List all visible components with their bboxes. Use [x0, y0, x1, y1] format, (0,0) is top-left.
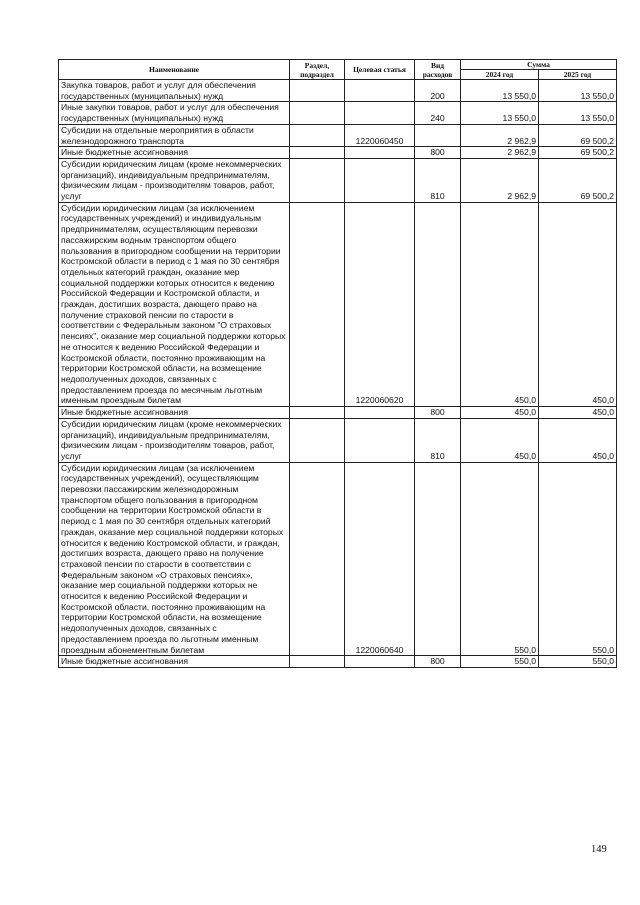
table-row	[59, 124, 617, 146]
cell-type: 810	[415, 418, 461, 462]
cell-2025: 13 550,0	[539, 102, 617, 124]
table-row	[59, 80, 617, 102]
cell-type	[415, 202, 461, 406]
cell-type: 200	[415, 80, 461, 102]
cell-2025: 69 500,2	[539, 158, 617, 202]
cell-target	[345, 102, 415, 124]
cell-type	[415, 462, 461, 656]
table-row	[59, 407, 617, 419]
cell-target	[345, 147, 415, 159]
cell-2024: 2 962,9	[461, 124, 539, 146]
cell-2025: 450,0	[539, 407, 617, 419]
header-section: Раздел, подраздел	[290, 60, 345, 80]
cell-2025: 69 500,2	[539, 147, 617, 159]
cell-section	[290, 656, 345, 668]
cell-type: 800	[415, 656, 461, 668]
cell-type: 800	[415, 407, 461, 419]
cell-2024: 550,0	[461, 462, 539, 656]
cell-section	[290, 102, 345, 124]
table-body	[59, 80, 617, 668]
cell-name: Иные закупки товаров, работ и услуг для обеспечения государственных (муниципальных) нужд	[59, 102, 290, 124]
header-name: Наименование	[59, 60, 290, 80]
table-row	[59, 462, 617, 656]
cell-2024: 2 962,9	[461, 158, 539, 202]
cell-2025: 69 500,2	[539, 124, 617, 146]
cell-section	[290, 202, 345, 406]
cell-target: 1220060640	[345, 462, 415, 656]
cell-name: Иные бюджетные ассигнования	[59, 407, 290, 419]
cell-target: 1220060450	[345, 124, 415, 146]
cell-2025: 550,0	[539, 462, 617, 656]
cell-type: 800	[415, 147, 461, 159]
cell-name: Закупка товаров, работ и услуг для обеспечения государственных (муниципальных) нужд	[59, 80, 290, 102]
cell-name: Субсидии юридическим лицам (кроме некоммерческих организаций), индивидуальным предпринимателям, физическим лицам - производителям товаров, работ, услуг	[59, 158, 290, 202]
table-row	[59, 147, 617, 159]
cell-section	[290, 80, 345, 102]
cell-section	[290, 147, 345, 159]
cell-2025: 450,0	[539, 418, 617, 462]
cell-target	[345, 418, 415, 462]
cell-target	[345, 407, 415, 419]
cell-2024: 450,0	[461, 407, 539, 419]
cell-section	[290, 158, 345, 202]
header-2024: 2024 год	[461, 70, 539, 80]
cell-2025: 550,0	[539, 656, 617, 668]
header-sum: Сумма	[461, 60, 617, 70]
cell-2025: 450,0	[539, 202, 617, 406]
cell-target	[345, 80, 415, 102]
cell-2024: 450,0	[461, 418, 539, 462]
page-number: 149	[591, 844, 607, 855]
cell-section	[290, 418, 345, 462]
cell-2024: 550,0	[461, 656, 539, 668]
table-row	[59, 202, 617, 406]
table-row	[59, 656, 617, 668]
cell-name: Субсидии юридическим лицам (за исключением государственных учреждений) и индивидуальным предпринимателям, осуществляющим перевозки пассажирским водным транспортом общего пользования в пригородном сообщении на территории Костромской области в период с 1 мая по 30 сентября отдельных категорий граждан, оказание мер социальной поддержки которых относится к ведению Российской Федерации и Костромской области, и граждан, достигших возраста, дающего право на получение страховой пенсии по старости в соответствии с Федеральным законом "О страховых пенсиях", оказание мер социальной поддержки которых не относится к ведению Российской Федерации и Костромской области, постоянно проживающим на территории Костромской области, на возмещение недополученных доходов, связанных с предоставлением проезда по месячным льготным именным проездным билетам	[59, 202, 290, 406]
header-type: Вид расходов	[415, 60, 461, 80]
cell-type: 810	[415, 158, 461, 202]
cell-target	[345, 158, 415, 202]
cell-name: Иные бюджетные ассигнования	[59, 656, 290, 668]
cell-type	[415, 124, 461, 146]
cell-2024: 450,0	[461, 202, 539, 406]
cell-2024: 13 550,0	[461, 80, 539, 102]
cell-section	[290, 407, 345, 419]
cell-section	[290, 124, 345, 146]
cell-name: Субсидии на отдельные мероприятия в области железнодорожного транспорта	[59, 124, 290, 146]
cell-name: Субсидии юридическим лицам (за исключением государственных учреждений), осуществляющим перевозки пассажирским железнодорожным транспортом общего пользования в пригородном сообщении на территории Костромской области в период с 1 мая по 30 сентября отдельных категорий граждан, оказание мер социальной поддержки которых относится к ведению Костромской области, и граждан, достигших возраста, дающего право на получение страховой пенсии по старости в соответствии с Федеральным законом «О страховых пенсиях», оказание мер социальной поддержки которых не относится к ведению Российской Федерации и Костромской области, постоянно проживающим на территории Костромской области, на возмещение недополученных доходов, связанных с предоставлением проезда по льготным именным проездным абонементным билетам	[59, 462, 290, 656]
header-target: Целевая статья	[345, 60, 415, 80]
table-row	[59, 418, 617, 462]
cell-target	[345, 656, 415, 668]
budget-table	[58, 59, 617, 668]
header-2025: 2025 год	[539, 70, 617, 80]
cell-2024: 13 550,0	[461, 102, 539, 124]
cell-2024: 2 962,9	[461, 147, 539, 159]
cell-type: 240	[415, 102, 461, 124]
table-row	[59, 102, 617, 124]
cell-2025: 13 550,0	[539, 80, 617, 102]
cell-name: Иные бюджетные ассигнования	[59, 147, 290, 159]
table-row	[59, 158, 617, 202]
cell-section	[290, 462, 345, 656]
cell-target: 1220060620	[345, 202, 415, 406]
cell-name: Субсидии юридическим лицам (кроме некоммерческих организаций), индивидуальным предпринимателям, физическим лицам - производителям товаров, работ, услуг	[59, 418, 290, 462]
